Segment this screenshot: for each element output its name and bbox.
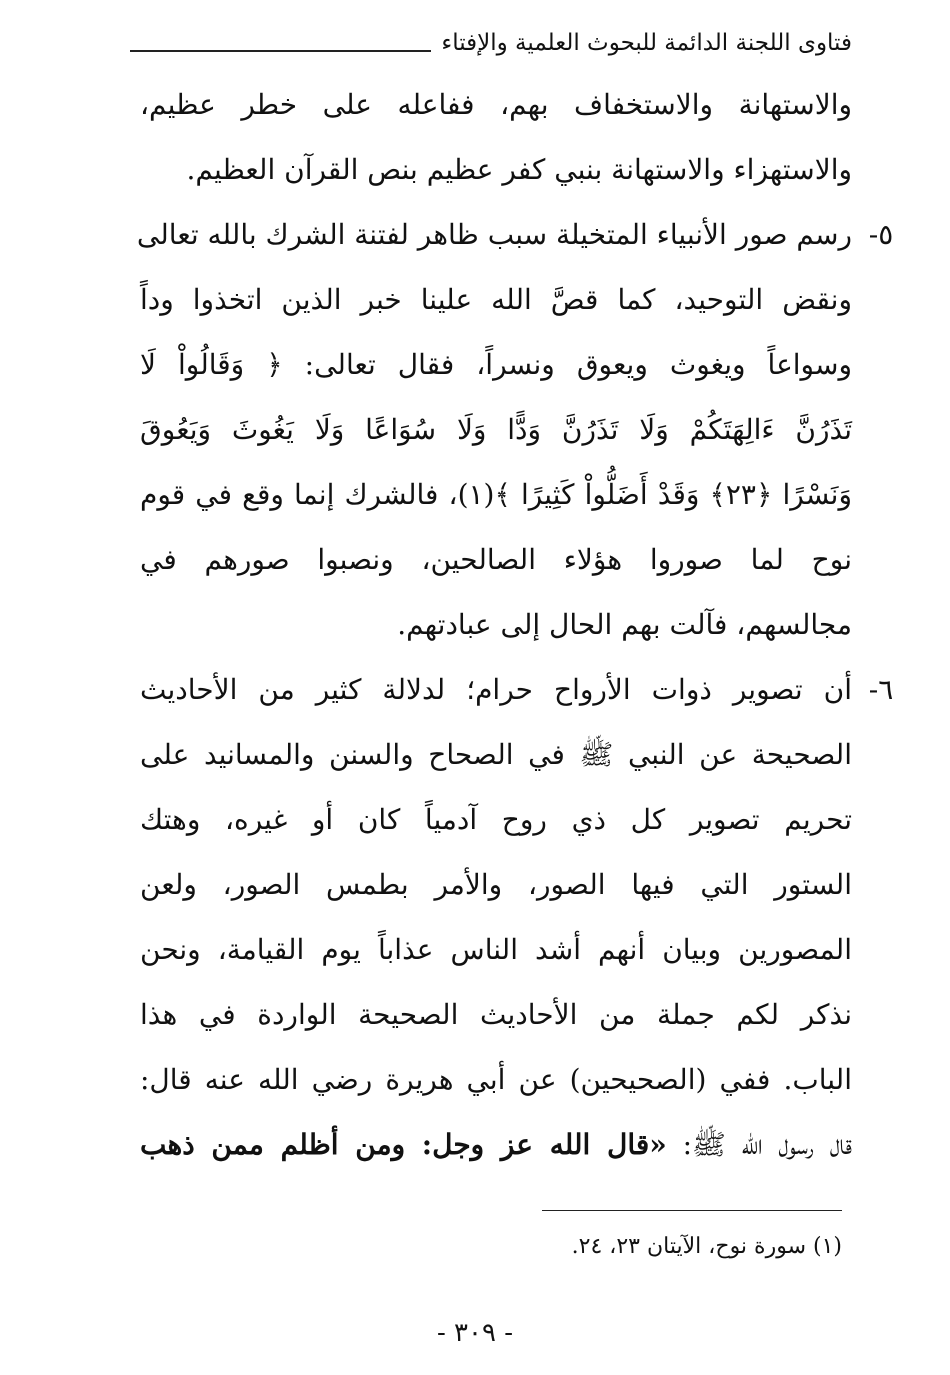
header-rule: [130, 50, 431, 52]
item-number: ٥-: [868, 218, 894, 251]
text-line: ونقض التوحيد، كما قصَّ الله علينا خبر الذين اتخذوا وداً: [140, 283, 852, 316]
text-line: مجالسهم، فآلت بهم الحال إلى عبادتهم.: [397, 608, 852, 641]
text-line: وسواعاً ويغوث ويعوق ونسراً، فقال تعالى: ﴿ وَقَالُواْ لَا: [140, 348, 852, 381]
hadith-intro: قال رسول الله ﷺ:: [666, 1128, 852, 1161]
paragraph-continuation: [140, 72, 852, 202]
text-line-with-hadith-start: [140, 1112, 852, 1177]
text-line: المصورين وبيان أنهم أشد الناس عذاباً يوم القيامة، ونحن: [140, 933, 852, 966]
text-line: رسم صور الأنبياء المتخيلة سبب ظاهر لفتنة الشرك بالله تعالى: [136, 218, 852, 251]
text-line: الستور التي فيها الصور، والأمر بطمس الصور، ولعن: [140, 868, 852, 901]
hadith-quote: «قال الله عز وجل: ومن أظلم ممن ذهب: [140, 1128, 667, 1161]
item-number: ٦-: [868, 673, 894, 706]
main-body-text: [136, 72, 894, 1177]
footnote: (١) سورة نوح، الآيتان ٢٣، ٢٤.: [571, 1234, 842, 1259]
header-title: فتاوى اللجنة الدائمة للبحوث العلمية والإفتاء: [441, 30, 852, 56]
text-line: الصحيحة عن النبي ﷺ في الصحاح والسنن والمسانيد على: [140, 738, 852, 771]
text-line: تحريم تصوير كل ذي روح آدمياً كان أو غيره، وهتك: [140, 803, 852, 836]
list-item-6: [140, 657, 894, 1177]
text-line: الباب. ففي (الصحيحين) عن أبي هريرة رضي الله عنه قال:: [140, 1063, 852, 1096]
text-line: أن تصوير ذوات الأرواح حرام؛ لدلالة كثير من الأحاديث: [140, 673, 852, 706]
text-line: نذكر لكم جملة من الأحاديث الصحيحة الواردة في هذا: [140, 998, 852, 1031]
text-line: والاستهانة والاستخفاف بهم، ففاعله على خطر عظيم،: [140, 88, 852, 121]
quran-verse-line: تَذَرُنَّ ءَالِهَتَكُمْ وَلَا تَذَرُنَّ وَدًّا وَلَا سُوَاعًا وَلَا يَغُوثَ وَيَعُوقَ: [140, 413, 852, 446]
page-header: [130, 18, 852, 58]
footnote-separator: [542, 1210, 842, 1211]
list-item-5: [136, 202, 894, 657]
text-line: والاستهزاء والاستهانة بنبي كفر عظيم بنص القرآن العظيم.: [186, 153, 852, 186]
text-line: نوح لما صوروا هؤلاء الصالحين، ونصبوا صورهم في: [140, 543, 852, 576]
page-number: - ٣٠٩ -: [436, 1318, 514, 1348]
text-line: وَنَسْرًا ﴿٢٣﴾ وَقَدْ أَضَلُّواْ كَثِيرًا ﴾(١)، فالشرك إنما وقع في قوم: [140, 478, 852, 511]
